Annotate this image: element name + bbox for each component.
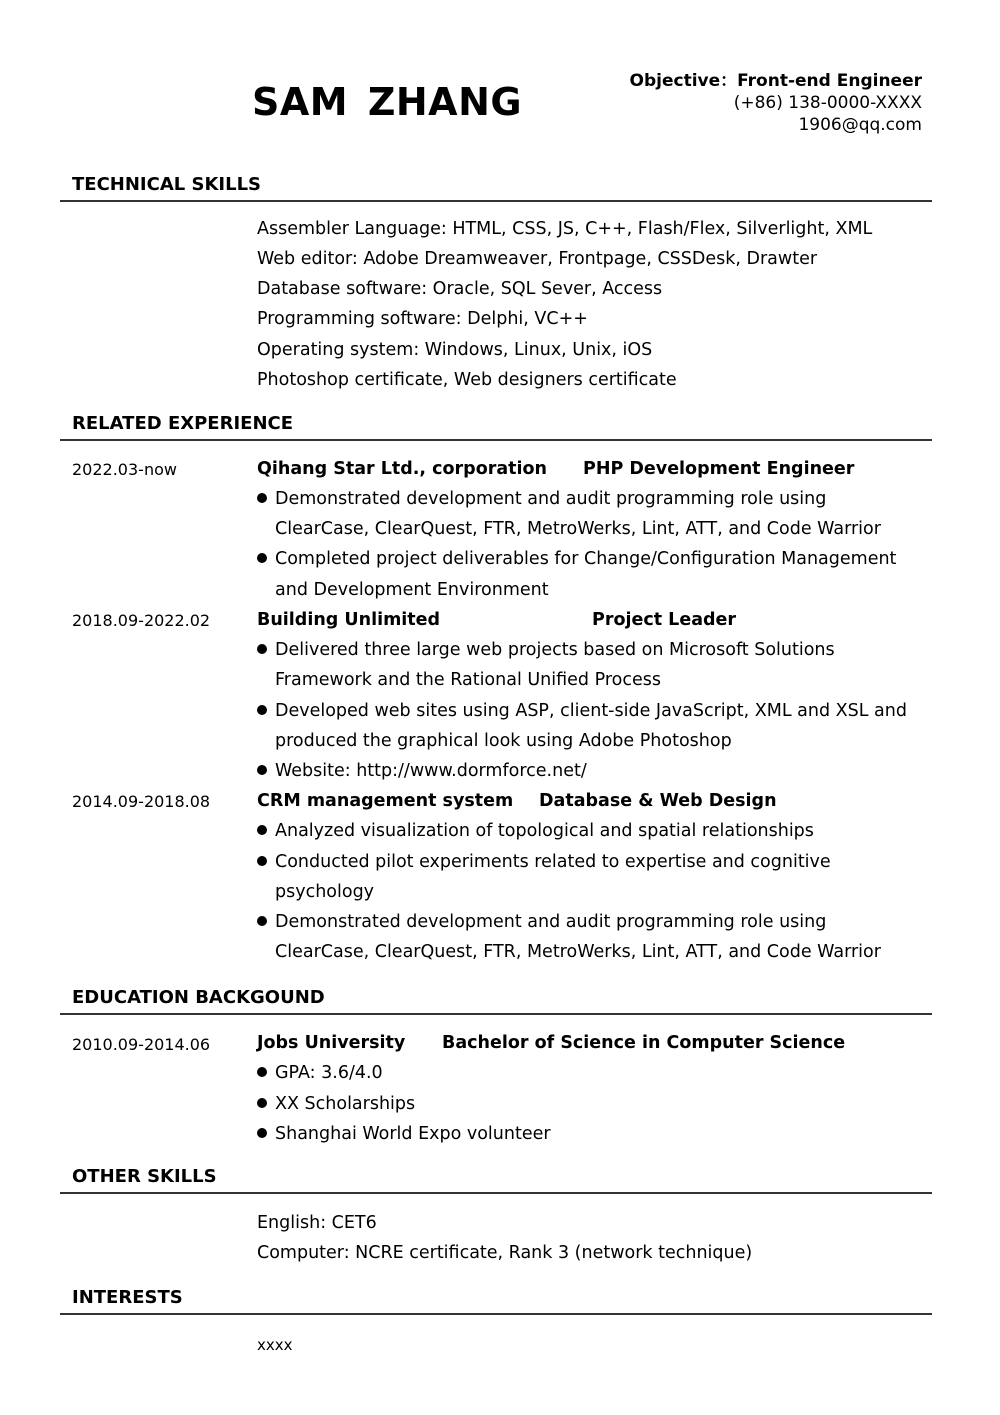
bullet-dot	[257, 705, 267, 715]
skill-line: Web editor: Adobe Dreamweaver, Frontpage, CSSDesk, Drawter	[257, 249, 818, 269]
job-bullet: Demonstrated development and audit programming role using	[257, 489, 826, 509]
section-title-education: EDUCATION BACKGOUND	[72, 987, 325, 1008]
job-company: Qihang Star Ltd., corporation	[257, 459, 548, 479]
bullet-dot	[257, 825, 267, 835]
job-date: 2022.03-now	[72, 460, 177, 479]
bullet-dot	[257, 1098, 267, 1108]
job-date: 2014.09-2018.08	[72, 792, 211, 811]
edu-degree: Bachelor of Science in Computer Science	[442, 1033, 846, 1053]
skill-line: Programming software: Delphi, VC++	[257, 309, 588, 329]
interests-text: xxxx	[257, 1336, 293, 1354]
job-company: CRM management system	[257, 791, 514, 811]
job-bullet: Demonstrated development and audit programming role using	[257, 912, 826, 932]
job-bullet-cont: Framework and the Rational Unified Process	[275, 670, 661, 690]
job-bullet: Completed project deliverables for Change/Configuration Management	[257, 549, 896, 569]
section-title-technical: TECHNICAL SKILLS	[72, 174, 261, 195]
email: 1906@qq.com	[798, 115, 922, 135]
section-title-other: OTHER SKILLS	[72, 1166, 217, 1187]
job-bullet-cont: produced the graphical look using Adobe Photoshop	[275, 731, 732, 751]
section-divider	[60, 1192, 932, 1194]
contact-block	[630, 70, 922, 136]
edu-date: 2010.09-2014.06	[72, 1035, 211, 1054]
bullet-dot	[257, 916, 267, 926]
job-bullet: Developed web sites using ASP, client-side JavaScript, XML and XSL and	[257, 701, 907, 721]
edu-bullet: Shanghai World Expo volunteer	[257, 1124, 551, 1144]
job-company: Building Unlimited	[257, 610, 441, 630]
other-line: English: CET6	[257, 1213, 377, 1233]
bullet-dot	[257, 765, 267, 775]
job-role: PHP Development Engineer	[583, 459, 855, 479]
job-date: 2018.09-2022.02	[72, 611, 211, 630]
job-bullet-cont: and Development Environment	[275, 580, 549, 600]
job-bullet: Website: http://www.dormforce.net/	[257, 761, 587, 781]
job-bullet: Conducted pilot experiments related to expertise and cognitive	[257, 852, 831, 872]
bullet-dot	[257, 1067, 267, 1077]
bullet-dot	[257, 1128, 267, 1138]
bullet-dot	[257, 644, 267, 654]
edu-bullet: XX Scholarships	[257, 1094, 415, 1114]
job-bullet-cont: ClearCase, ClearQuest, FTR, MetroWerks, Lint, ATT, and Code Warrior	[275, 942, 881, 962]
section-divider	[60, 1013, 932, 1015]
skill-line: Photoshop certificate, Web designers certificate	[257, 370, 677, 390]
job-bullet-cont: psychology	[275, 882, 375, 902]
job-bullet: Delivered three large web projects based on Microsoft Solutions	[257, 640, 835, 660]
phone: (+86) 138-0000-XXXX	[733, 93, 922, 113]
skill-line: Assembler Language: HTML, CSS, JS, C++, Flash/Flex, Silverlight, XML	[257, 219, 873, 239]
job-bullet-cont: ClearCase, ClearQuest, FTR, MetroWerks, Lint, ATT, and Code Warrior	[275, 519, 881, 539]
section-title-experience: RELATED EXPERIENCE	[72, 413, 294, 434]
other-line: Computer: NCRE certificate, Rank 3 (network technique)	[257, 1243, 753, 1263]
edu-school: Jobs University	[257, 1033, 406, 1053]
job-role: Project Leader	[592, 610, 737, 630]
section-divider	[60, 200, 932, 202]
bullet-dot	[257, 856, 267, 866]
objective: Objective：Front-end Engineer	[629, 71, 922, 91]
job-bullet: Analyzed visualization of topological and spatial relationships	[257, 821, 814, 841]
section-divider	[60, 439, 932, 441]
section-title-interests: INTERESTS	[72, 1287, 183, 1308]
candidate-name: SAM ZHANG	[252, 80, 523, 124]
section-divider	[60, 1313, 932, 1315]
skill-line: Database software: Oracle, SQL Sever, Access	[257, 279, 663, 299]
bullet-dot	[257, 493, 267, 503]
job-role: Database & Web Design	[539, 791, 777, 811]
edu-bullet: GPA: 3.6/4.0	[257, 1063, 383, 1083]
skill-line: Operating system: Windows, Linux, Unix, iOS	[257, 340, 653, 360]
bullet-dot	[257, 553, 267, 563]
